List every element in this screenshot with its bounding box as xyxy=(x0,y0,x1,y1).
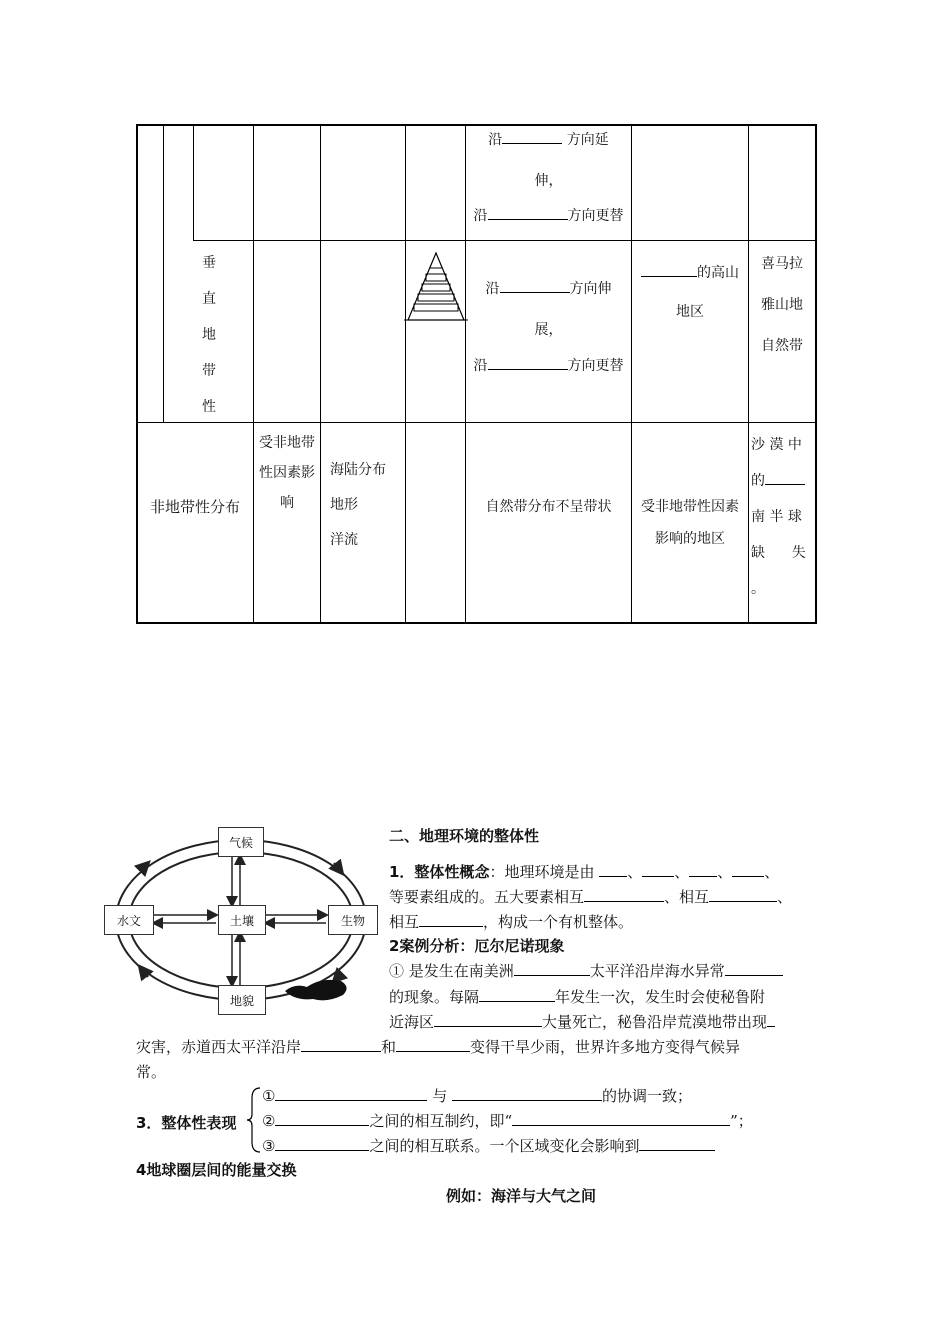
table-col-divider xyxy=(320,124,321,624)
table-col-divider xyxy=(163,124,164,422)
el-nino-line2: 的现象。每隔 年发生一次，发生时会使秘鲁附 xyxy=(389,988,766,1006)
row3-cause: 受非地带 性因素影 响 xyxy=(259,435,315,511)
integrity-label: 3．整体性表现 xyxy=(136,1114,237,1132)
table-left-border xyxy=(136,124,138,624)
concept-line3: 相互 ，构成一个有机整体。 xyxy=(389,913,634,931)
table-row-divider xyxy=(136,422,817,423)
integrity-item1: ① 与 的协调一致； xyxy=(262,1087,693,1105)
integrity-item2: ② 之间的相互制约，即“ ”； xyxy=(262,1112,753,1130)
hydrology-box: 水文 xyxy=(104,905,154,935)
row2-direction-line1: 沿 方向伸 xyxy=(466,278,631,299)
el-nino-line1: ① 是发生在南美洲 太平洋沿岸海水异常 xyxy=(389,959,783,983)
table-col-divider xyxy=(193,124,194,240)
concept-line1: 1．整体性概念：地理环境是由 、 、 、 、 xyxy=(389,863,780,881)
row3-example: 沙 漠 中 的 南 半 球 缺 失 。 xyxy=(751,437,806,597)
climate-box: 气候 xyxy=(218,827,264,857)
table-row-divider xyxy=(193,240,817,241)
azonal-distribution-label: 非地带性分布 xyxy=(149,498,240,516)
row1-direction-line1: 沿 方向延 xyxy=(466,129,631,150)
row2-direction-line2: 展， xyxy=(534,322,563,338)
soil-box: 土壤 xyxy=(218,905,266,935)
landform-box: 地貌 xyxy=(218,985,266,1015)
biology-box: 生物 xyxy=(328,905,378,935)
table-bottom-border xyxy=(136,622,817,624)
table-col-divider xyxy=(405,124,406,624)
section-heading: 二、地理环境的整体性 xyxy=(389,827,540,845)
brace-icon xyxy=(246,1086,262,1154)
row1-direction-line3: 沿 方向更替 xyxy=(466,205,631,226)
row2-region-line1: 的高山 xyxy=(632,262,748,283)
el-nino-line5: 常。 xyxy=(136,1063,167,1081)
geo-elements-diagram xyxy=(102,823,380,1018)
row2-direction-line3: 沿 方向更替 xyxy=(466,355,631,376)
concept-line2: 等要素组成的。五大要素相互 、相互 、 xyxy=(389,888,793,906)
row1-direction-line2: 伸， xyxy=(534,173,563,189)
table-right-border xyxy=(815,124,817,624)
el-nino-line4: 灾害，赤道西太平洋沿岸 和 变得干旱少雨，世界许多地方变得气候异 xyxy=(136,1038,741,1056)
mountain-zonation-icon xyxy=(404,250,468,324)
integrity-item3: ③ 之间的相互联系。一个区域变化会影响到 xyxy=(262,1134,715,1158)
table-col-divider xyxy=(253,124,254,624)
energy-exchange-example: 例如：海洋与大气之间 xyxy=(446,1187,597,1205)
table-top-border xyxy=(136,124,817,126)
row2-example: 喜马拉 雅山地 自然带 xyxy=(761,256,803,354)
row3-pattern: 自然带分布不呈带状 xyxy=(485,499,612,515)
el-nino-heading: 2案例分析：厄尔尼诺现象 xyxy=(389,937,565,955)
energy-exchange-heading: 4地球圈层间的能量交换 xyxy=(136,1161,297,1179)
row3-region: 受非地带性因素 影响的地区 xyxy=(641,499,739,547)
vertical-zonation-label: 垂 直 地 带 性 xyxy=(202,255,216,415)
table-col-divider xyxy=(748,124,749,624)
el-nino-line3: 近海区 大量死亡，秘鲁沿岸荒漠地带出现 xyxy=(389,1010,775,1034)
row3-factors: 海陆分布 地形 洋流 xyxy=(330,462,386,548)
row2-region-line2: 地区 xyxy=(676,304,704,320)
